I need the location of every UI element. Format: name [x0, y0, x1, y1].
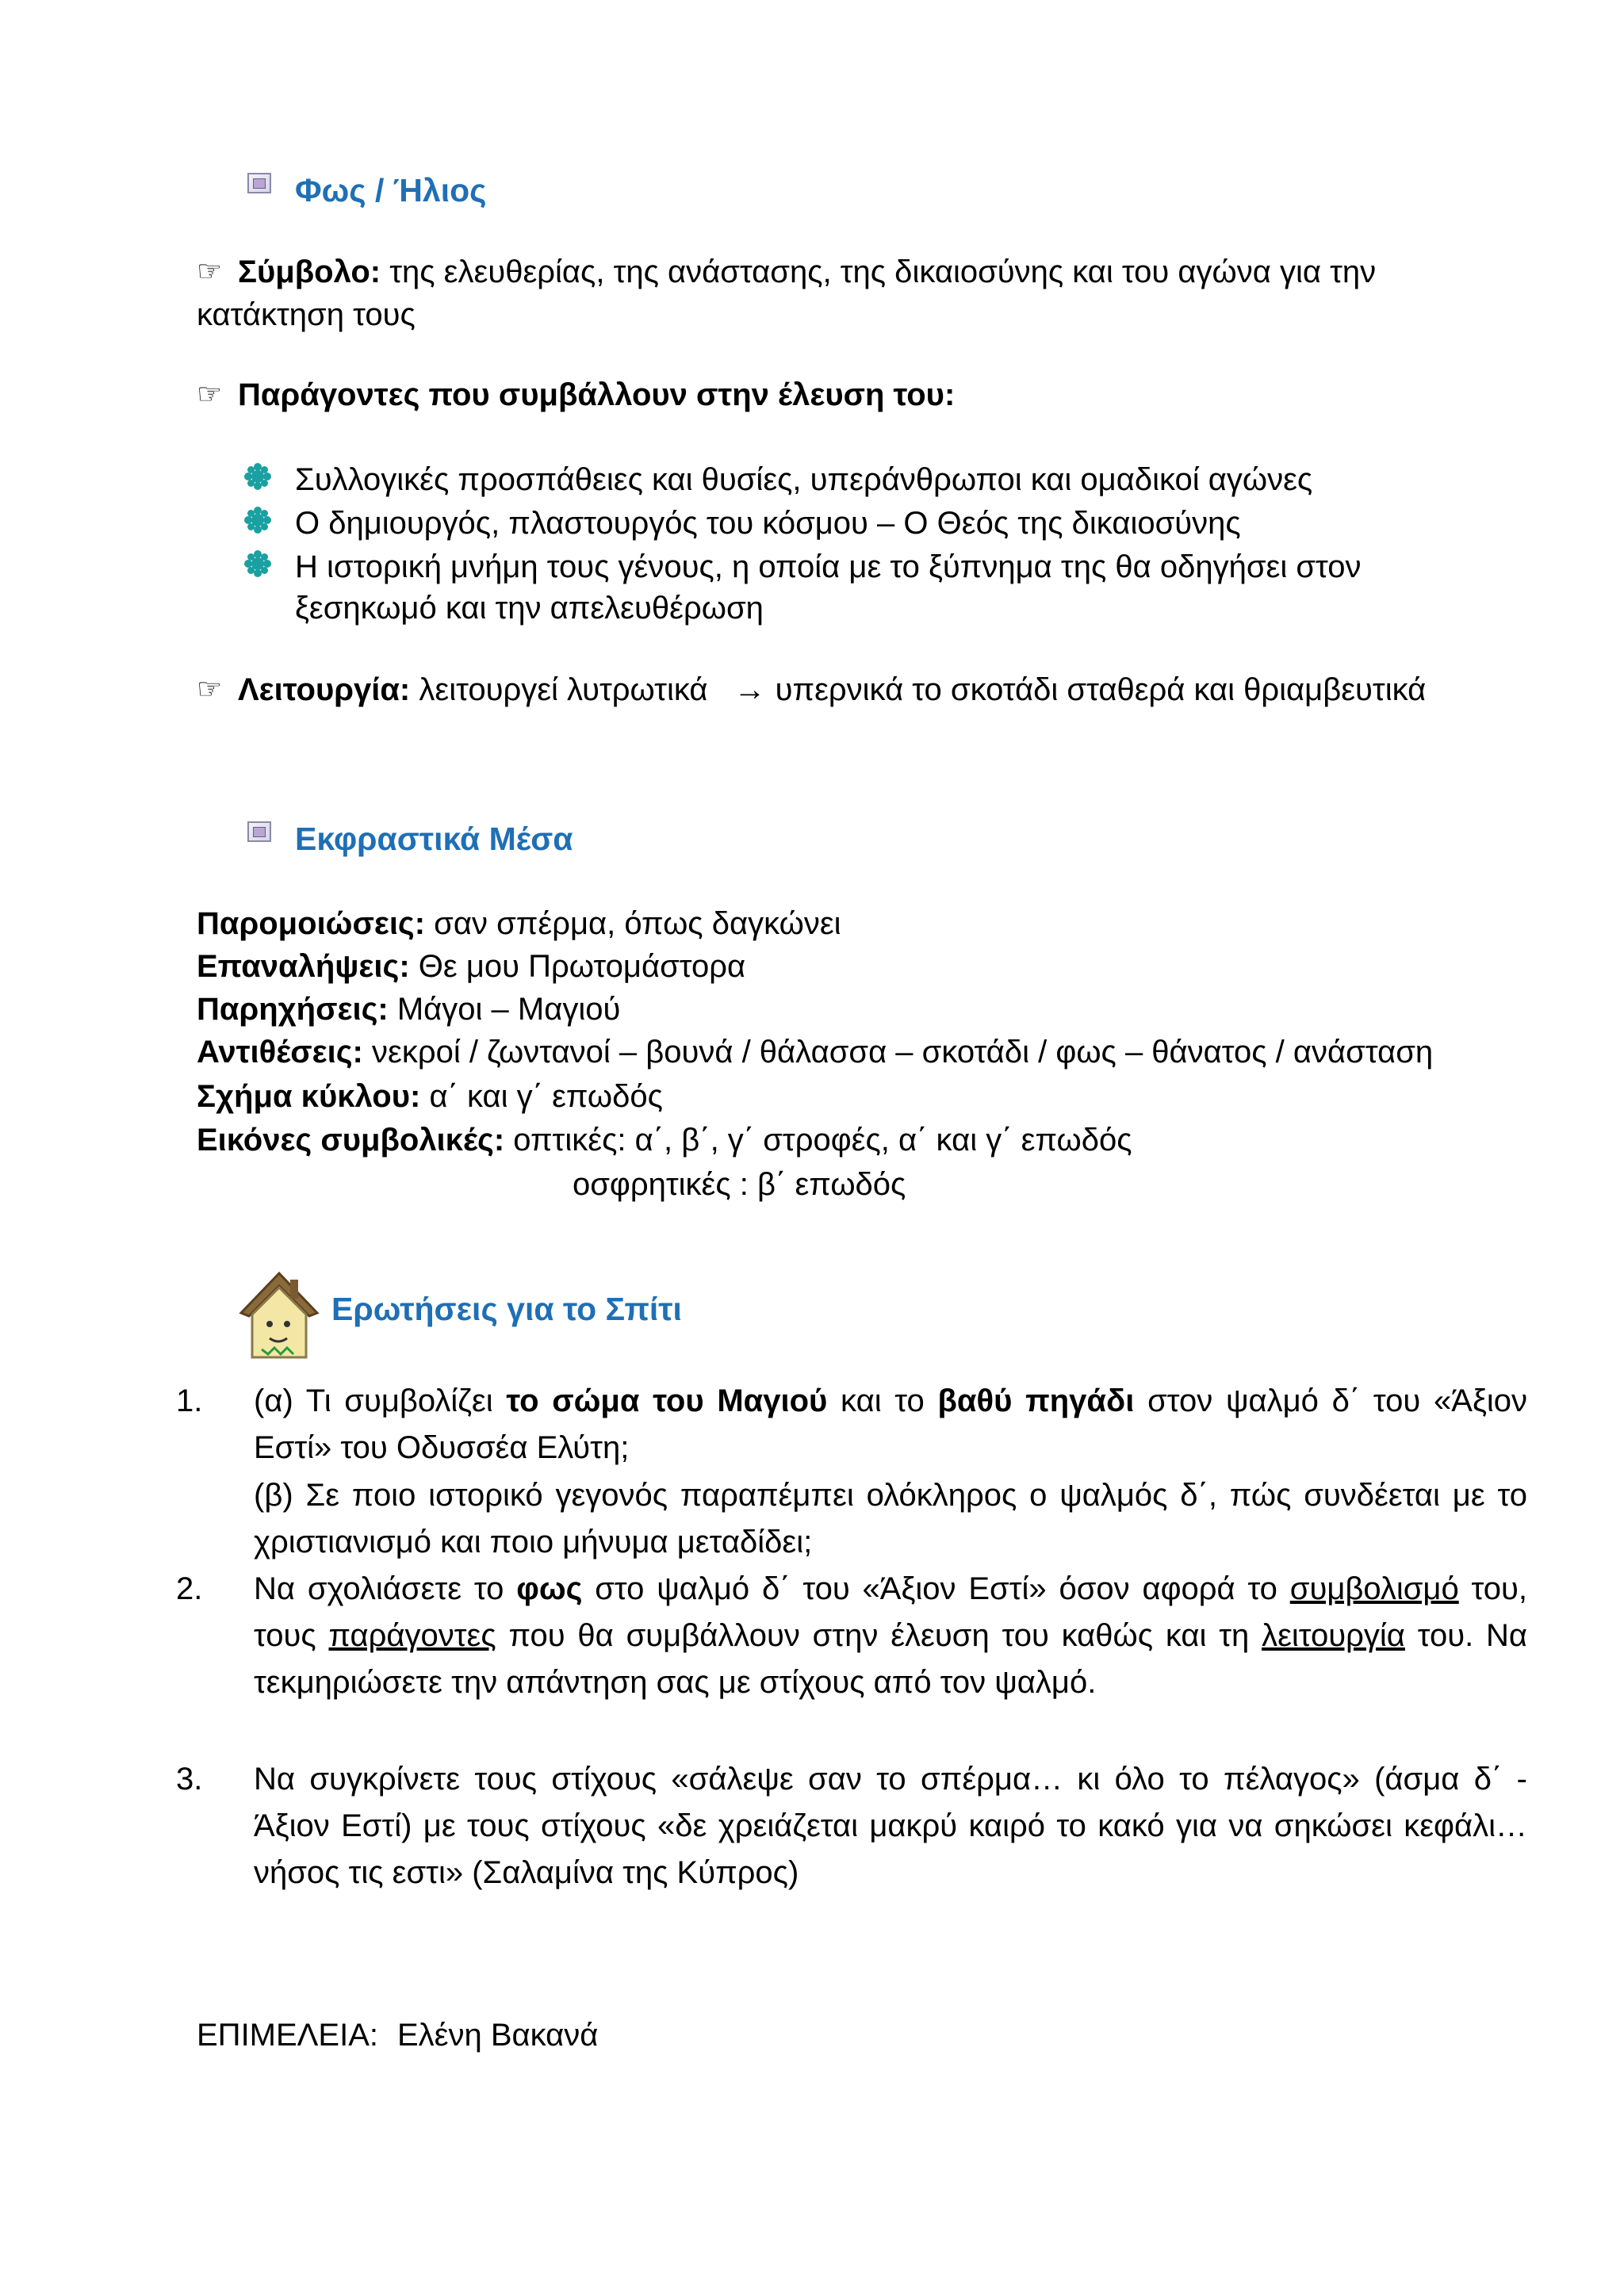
question-number: 3.: [176, 1762, 203, 1797]
footer-label: ΕΠΙΜΕΛΕΙΑ:: [197, 2018, 378, 2053]
q2-underlined-symbolism: συμβολισμό: [1289, 1571, 1459, 1606]
q1a-text: στον ψαλμό δ΄ του «Άξιον Εστί» του Οδυσσέα Ελύτη;: [254, 1383, 1527, 1465]
q1a-text: και το: [827, 1383, 938, 1418]
expressive-item: [197, 1031, 1433, 1073]
expressive-text: σαν σπέρμα, όπως δαγκώνει: [425, 906, 841, 941]
function-text: λειτουργεί λυτρωτικά: [410, 672, 708, 707]
expressive-text: νεκροί / ζωντανοί – βουνά / θάλασσα – σκοτάδι / φως – θάνατος / ανάσταση: [362, 1035, 1434, 1070]
factors-label: Παράγοντες που συμβάλλουν στην έλευση του:: [238, 377, 956, 412]
question-number: 2.: [176, 1571, 203, 1606]
q2-underlined-factors: παράγοντες: [328, 1618, 496, 1653]
factor-item-continued: ξεσηκωμό και την απελευθέρωση: [295, 591, 764, 626]
question-number: 1.: [176, 1383, 203, 1418]
pointing-hand-icon: ☞: [197, 255, 223, 288]
q1a-bold-body: το σώμα του Μαγιού: [506, 1383, 828, 1418]
symbol-label: Σύμβολο:: [238, 254, 381, 289]
footer-author: Ελένη Βακανά: [396, 2018, 599, 2053]
symbol-text: της ελευθερίας, της ανάστασης, της δικαιοσύνης και του αγώνα για την: [381, 254, 1377, 289]
factor-item: Ο δημιουργός, πλαστουργός του κόσμου – Ο Θεός της δικαιοσύνης: [295, 506, 1241, 541]
q2-text: του. Να τεκμηριώσετε την απάντηση σας με στίχους από τον ψαλμό.: [254, 1618, 1528, 1700]
section-title-expressive-means: Εκφραστικά Μέσα: [295, 821, 573, 857]
expressive-label: Παρηχήσεις:: [197, 992, 389, 1027]
q2-underlined-function: λειτουργία: [1262, 1618, 1405, 1653]
q2-text: που θα συμβάλλουν στην έλευση του καθώς και τη: [496, 1618, 1262, 1653]
pointing-hand-icon: ☞: [197, 378, 223, 411]
flower-bullet-icon: [244, 507, 271, 534]
symbol-text-continued: κατάκτηση τους: [197, 297, 416, 332]
q2-bold-light: φως: [516, 1571, 583, 1606]
symbol-line: [238, 251, 1376, 293]
expressive-item: [197, 1119, 1132, 1161]
pointing-hand-icon: ☞: [197, 673, 223, 706]
expressive-item: [197, 988, 620, 1031]
factor-item: Συλλογικές προσπάθειες και θυσίες, υπεράνθρωποι και ομαδικοί αγώνες: [295, 462, 1313, 497]
expressive-text: οπτικές: α΄, β΄, γ΄ στροφές, α΄ και γ΄ επωδός: [504, 1123, 1132, 1158]
flower-bullet-icon: [244, 463, 271, 490]
document-icon: [247, 821, 271, 842]
expressive-item: [197, 902, 841, 945]
function-text-b: υπερνικά το σκοτάδι σταθερά και θριαμβευτικά: [775, 672, 1427, 707]
question-2: [254, 1566, 1527, 1706]
function-label: Λειτουργία:: [238, 672, 411, 707]
expressive-item-continued: οσφρητικές : β΄ επωδός: [573, 1167, 906, 1202]
q1a-text: (α) Τι συμβολίζει: [254, 1383, 507, 1418]
question-1a: [254, 1378, 1527, 1471]
house-icon: [238, 1269, 320, 1364]
question-1b: (β) Σε ποιο ιστορικό γεγονός παραπέμπει ολόκληρος ο ψαλμός δ΄, πώς συνδέεται με το χριστιανισμό και ποιο μήνυμα μεταδίδει;: [254, 1478, 1527, 1559]
question-3: Να συγκρίνετε τους στίχους «σάλεψε σαν το σπέρμα… κι όλο το πέλαγος» (άσμα δ΄ - Άξιον Εστί) με τους στίχους «δε χρειάζεται μακρύ καιρό το κακό για να σηκώσει κεφάλι… νήσος τις εστι» (Σαλαμίνα της Κύπρος): [254, 1762, 1527, 1890]
q2-text: του, τους: [254, 1571, 1528, 1653]
q2-text: Να σχολιάσετε το: [254, 1571, 517, 1606]
expressive-label: Εικόνες συμβολικές:: [197, 1123, 505, 1158]
flower-bullet-icon: [244, 550, 271, 577]
factor-item: Η ιστορική μνήμη τους γένους, η οποία με το ξύπνημα της θα οδηγήσει στον: [295, 549, 1362, 584]
section-title-homework: Ερωτήσεις για το Σπίτι: [331, 1291, 682, 1327]
expressive-item: [197, 1075, 663, 1118]
function-line: [238, 668, 1426, 711]
expressive-text: Μάγοι – Μαγιού: [388, 992, 621, 1027]
expressive-label: Σχήμα κύκλου:: [197, 1079, 421, 1114]
expressive-label: Παρομοιώσεις:: [197, 906, 426, 941]
section-title-light: Φως / Ήλιος: [295, 172, 487, 209]
right-arrow-icon: →: [733, 672, 766, 707]
expressive-text: Θε μου Πρωτομάστορα: [409, 949, 746, 984]
footer-credit: [197, 2014, 598, 2057]
q2-text: στο ψαλμό δ΄ του «Άξιον Εστί» όσον αφορά το: [582, 1571, 1290, 1606]
expressive-label: Επαναλήψεις:: [197, 949, 410, 984]
expressive-label: Αντιθέσεις:: [197, 1035, 363, 1070]
document-icon: [247, 173, 271, 193]
q1a-bold-well: βαθύ πηγάδι: [937, 1383, 1135, 1418]
expressive-item: [197, 945, 745, 988]
expressive-text: α΄ και γ΄ επωδός: [420, 1079, 663, 1114]
